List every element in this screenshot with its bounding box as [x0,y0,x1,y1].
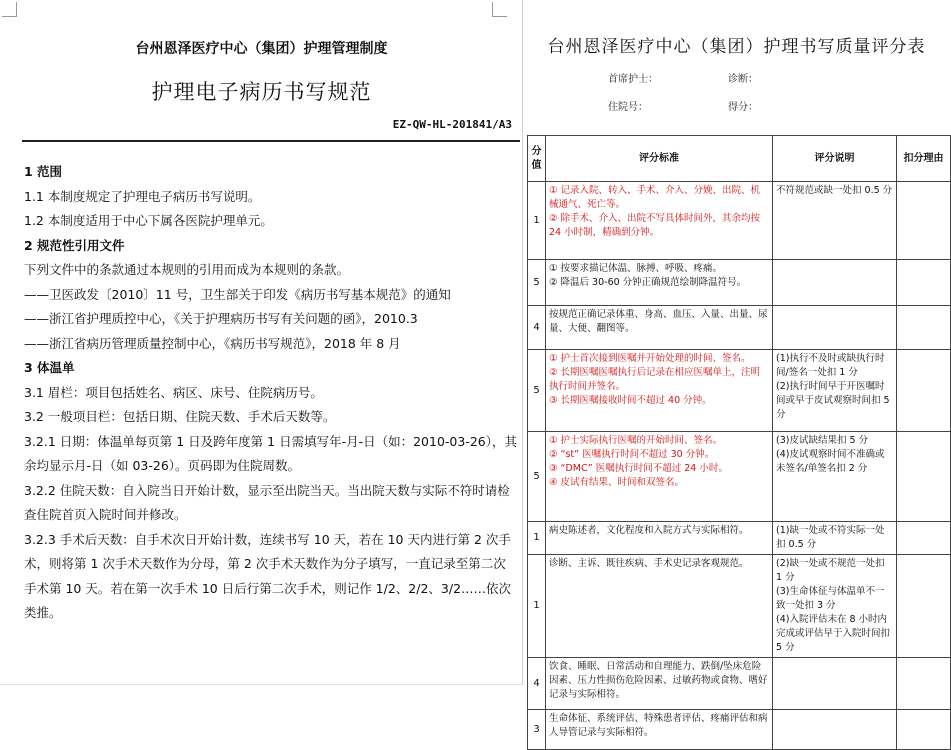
row-explanation [773,260,897,306]
paragraph-line: 1.2 本制度适用于中心下属各医院护理单元。 [24,213,273,228]
row-explanation: 不符规范或缺一处扣 0.5 分 [773,182,897,260]
section-heading: 2 规范性引用文件 [24,237,125,253]
score-row [528,350,951,432]
row-points: 1 [528,555,546,658]
row-criteria: 按规范正确记录体重、身高、血压、入量、出量、尿量、大便、翻图等。 [546,306,773,350]
header-points: 分值 [528,136,546,182]
row-criteria: ① 护士首次接到医嘱并开始处理的时间、签名。 ② 长期医嘱医嘱执行后记录在相应医嘱单上，注明执行时间并签名。 ③ 长期医嘱接收时间不超过 40 分钟。 [546,350,773,432]
score-row [528,522,951,555]
document-title: 护理电子病历书写规范 [151,80,372,104]
row-explanation: (1)执行不及时或缺执行时间/签名一处扣 1 分 (2)执行时间早于开医嘱时间或早于皮试观察时间扣 5 分 [773,350,897,432]
section-heading: 3 体温单 [24,360,75,375]
row-points: 4 [528,658,546,710]
row-explanation: (1)缺一处或不符实际一处扣 0.5 分 [773,522,897,555]
row-explanation [773,658,897,710]
row-criteria: 病史陈述者，文化程度和入院方式与实际相符。 [546,522,773,555]
row-points: 5 [528,350,546,432]
score-row [528,658,951,710]
header-deduction: 扣分理由 [897,136,951,182]
row-points: 1 [528,182,546,260]
paragraph-line: 3.1 眉栏：项目包括姓名、病区、床号、住院病历号。 [24,384,323,400]
paragraph-line: 3.2 一般项目栏：包括日期、住院天数、手术后天数等。 [24,409,336,424]
document-body [24,160,518,626]
row-explanation: (2)缺一处或不规范一处扣 1 分 (3)生命体征与体温单不一致一处扣 3 分 (4)入院评估未在 8 小时内完成或评估早于入院时间扣 5 分 [773,555,897,658]
section-heading: 1 范围 [24,164,63,179]
document-organization: 台州恩泽医疗中心（集团）护理管理制度 [135,41,388,57]
row-criteria: 饮食、睡眠、日常活动和自理能力、跌倒/坠床危险因素、压力性损伤危险因素、过敏药物或食物、嗜好记录与实际相符。 [546,658,773,710]
row-deduction-reason[interactable] [897,182,951,260]
paragraph-line: ——卫医政发〔2010〕11 号，卫生部关于印发《病历书写基本规范》的通知 [24,286,451,302]
score-table [527,135,951,750]
score-row [528,306,951,350]
row-criteria: ① 护士实际执行医嘱的开始时间、签名。 ② “st” 医嘱执行时间不超过 30 分钟。 ③ “DMC” 医嘱执行时间不超过 24 小时。 ④ 皮试有结果、时间和双签名。 [546,432,773,522]
row-deduction-reason[interactable] [897,350,951,432]
header-rule [22,140,520,142]
crop-mark-top-left [2,2,17,17]
row-explanation [773,710,897,750]
score-row [528,555,951,658]
field-diagnosis: 诊断： [728,74,758,85]
document-code: EZ-QW-HL-201841/A3 [392,118,512,131]
row-points: 1 [528,522,546,555]
field-chief-nurse: 首席护士： [608,74,658,85]
paragraph-line: 3.2.1 日期：体温单每页第 1 日及跨年度第 1 日需填写年-月-日（如：2010-03-26），其余均显示月-日（如 03-26）。页码即为住院周数。 [24,433,517,473]
header-explanation: 评分说明 [773,136,897,182]
row-deduction-reason[interactable] [897,306,951,350]
quality-score-sheet-page [523,0,950,738]
score-row [528,182,951,260]
row-deduction-reason[interactable] [897,260,951,306]
crop-mark-top-right [492,2,507,17]
row-explanation: (3)皮试缺结果扣 5 分 (4)皮试观察时间不准确或未签名/单签名扣 2 分 [773,432,897,522]
field-inpatient-number: 住院号： [608,102,648,113]
row-deduction-reason[interactable] [897,710,951,750]
row-deduction-reason[interactable] [897,432,951,522]
row-criteria: ① 按要求描记体温、脉搏、呼吸、疼痛。 ② 降温后 30-60 分钟正确规范绘制降温符号。 [546,260,773,306]
row-deduction-reason[interactable] [897,658,951,710]
row-points: 5 [528,432,546,522]
field-score: 得分： [728,102,758,113]
paragraph-line: 1.1 本制度规定了护理电子病历书写说明。 [24,188,261,204]
score-row [528,260,951,306]
row-criteria: ① 记录入院、转入、手术、介入、分娩、出院、机械通气、死亡等。 ② 除手术、介入、出院不写具体时间外，其余均按 24 小时制，精确到分钟。 [546,182,773,260]
score-row [528,432,951,522]
row-deduction-reason[interactable] [897,555,951,658]
row-points: 4 [528,306,546,350]
header-criteria: 评分标准 [546,136,773,182]
row-points: 5 [528,260,546,306]
score-row [528,710,951,750]
paragraph-line: 3.2.2 住院天数：自入院当日开始计数，显示至出院当天。当出院天数与实际不符时请检查住院首页入院时间并修改。 [24,482,510,522]
score-sheet-title: 台州恩泽医疗中心（集团）护理书写质量评分表 [547,37,926,57]
row-explanation [773,306,897,350]
row-criteria: 诊断、主诉、既往疾病、手术史记录客观规范。 [546,555,773,658]
row-points: 3 [528,710,546,750]
row-deduction-reason[interactable] [897,522,951,555]
paragraph-line: 3.2.3 手术后天数：自手术次日开始计数，连续书写 10 天，若在 10 天内进行第 2 次手术，则将第 1 次手术天数作为分母，第 2 次手术天数作为分子填写，一直记录至第二次手术第 10 天。若在第一次手术 10 日后行第二次手术，则记作 1/2、2/2、3/2……依次类推。 [24,531,512,620]
row-criteria: 生命体征、系统评估、特殊患者评估、疼痛评估和病人导管记录与实际相符。 [546,710,773,750]
paragraph-line: ——浙江省护理质控中心，《关于护理病历书写有关问题的函》，2010.3 [24,311,418,326]
paragraph-line: 下列文件中的条款通过本规则的引用而成为本规则的条款。 [24,262,350,277]
paragraph-line: ——浙江省病历管理质量控制中心，《病历书写规范》，2018 年 8 月 [24,335,401,351]
